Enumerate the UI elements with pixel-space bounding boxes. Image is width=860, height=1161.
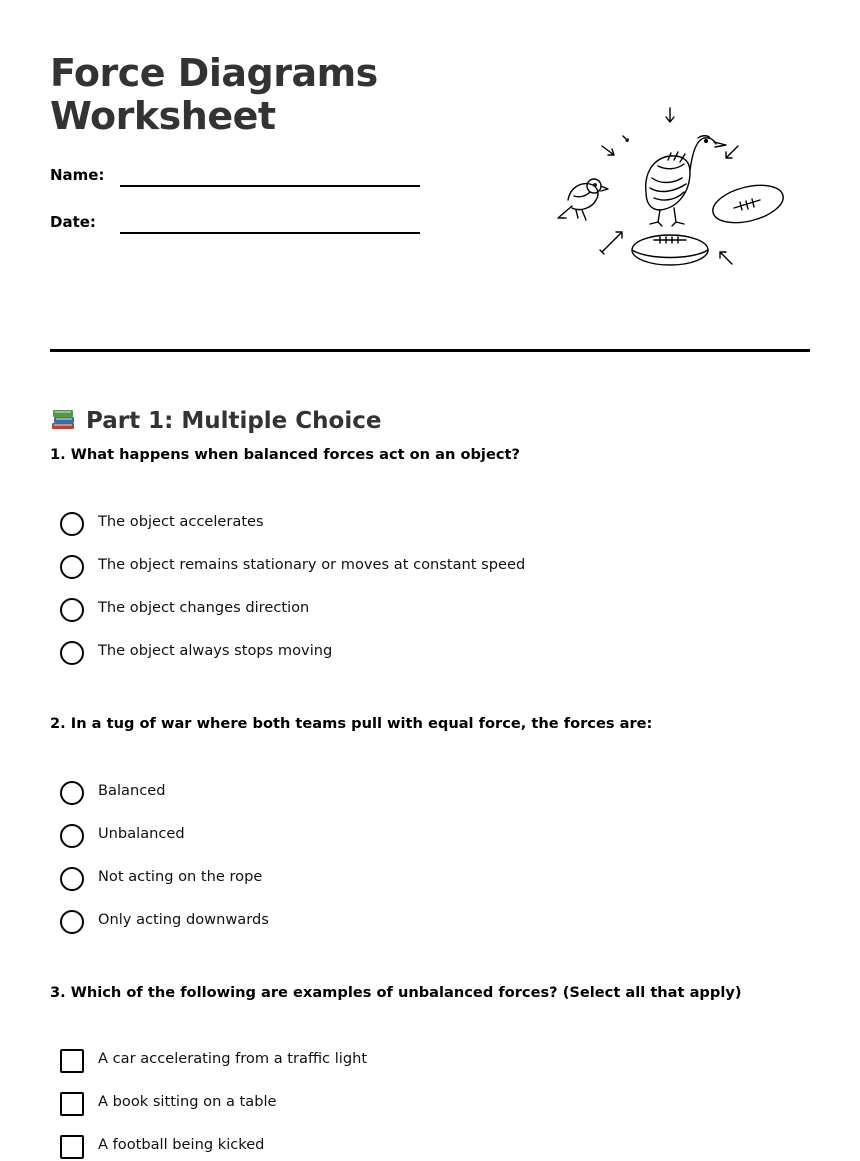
option-label: Balanced <box>98 782 166 799</box>
date-field[interactable] <box>50 213 420 239</box>
q3-option-2[interactable] <box>60 1092 760 1118</box>
arrow-icon <box>602 136 628 155</box>
option-label: The object always stops moving <box>98 642 333 659</box>
q2-option-3[interactable] <box>60 867 760 893</box>
q2-option-2[interactable] <box>60 824 760 850</box>
name-field[interactable] <box>50 166 420 192</box>
radio-button[interactable] <box>60 555 84 579</box>
q2-option-4[interactable] <box>60 910 760 936</box>
title-line-1: Force Diagrams <box>50 51 378 95</box>
option-label: The object changes direction <box>98 599 310 616</box>
radio-button[interactable] <box>60 512 84 536</box>
radio-button[interactable] <box>60 598 84 622</box>
q1-option-3[interactable] <box>60 598 760 624</box>
section-divider <box>50 349 810 352</box>
date-label: Date: <box>50 213 96 231</box>
option-label: A football being kicked <box>98 1136 265 1153</box>
arrow-icon <box>720 252 732 264</box>
part-1-heading <box>50 407 381 434</box>
question-1: 1. What happens when balanced forces act on an object? <box>50 446 520 463</box>
name-input-line[interactable] <box>120 185 420 187</box>
option-label: Only acting downwards <box>98 911 269 928</box>
title-line-2: Worksheet <box>50 94 276 138</box>
question-2: 2. In a tug of war where both teams pull with equal force, the forces are: <box>50 715 653 732</box>
q3-option-1[interactable] <box>60 1049 760 1075</box>
checkbox[interactable] <box>60 1135 84 1159</box>
q3-option-3[interactable] <box>60 1135 760 1161</box>
question-3: 3. Which of the following are examples of unbalanced forces? (Select all that apply) <box>50 984 742 1001</box>
option-label: The object remains stationary or moves at constant speed <box>98 556 526 573</box>
radio-button[interactable] <box>60 781 84 805</box>
rugby-ball-icon <box>709 179 787 229</box>
radio-button[interactable] <box>60 867 84 891</box>
date-input-line[interactable] <box>120 232 420 234</box>
kiwi-bird-icon <box>646 136 726 226</box>
radio-button[interactable] <box>60 910 84 934</box>
arrow-icon <box>666 108 674 122</box>
kiwi-rugby-illustration <box>548 100 788 275</box>
books-icon <box>50 407 76 431</box>
checkbox[interactable] <box>60 1049 84 1073</box>
q2-option-1[interactable] <box>60 781 760 807</box>
worksheet-title <box>50 52 470 138</box>
q1-option-4[interactable] <box>60 641 760 667</box>
radio-button[interactable] <box>60 641 84 665</box>
radio-button[interactable] <box>60 824 84 848</box>
rugby-ball-icon <box>632 235 708 265</box>
checkbox[interactable] <box>60 1092 84 1116</box>
arrow-icon <box>726 146 738 158</box>
option-label: A car accelerating from a traffic light <box>98 1050 368 1067</box>
q1-option-1[interactable] <box>60 512 760 538</box>
part-1-heading-text: Part 1: Multiple Choice <box>86 408 382 435</box>
arrow-icon <box>600 232 622 254</box>
option-label: Not acting on the rope <box>98 868 263 885</box>
q1-option-2[interactable] <box>60 555 760 581</box>
option-label: A book sitting on a table <box>98 1093 277 1110</box>
option-label: The object accelerates <box>98 513 264 530</box>
small-bird-icon <box>558 179 608 220</box>
name-label: Name: <box>50 166 105 184</box>
option-label: Unbalanced <box>98 825 185 842</box>
